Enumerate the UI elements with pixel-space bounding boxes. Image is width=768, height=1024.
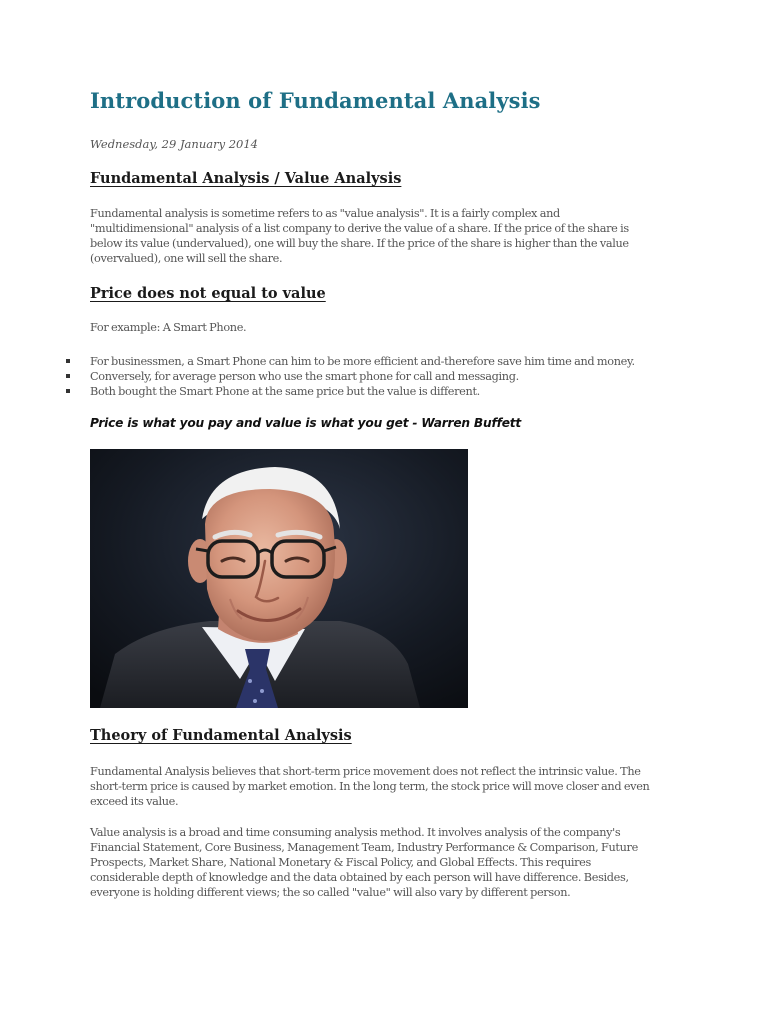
list-item	[90, 354, 635, 369]
bullet-icon	[66, 374, 70, 378]
paragraph-line: Financial Statement, Core Business, Management Team, Industry Performance & Comparison, Future	[90, 841, 638, 854]
paragraph-line: short-term price is caused by market emotion. In the long term, the stock price will move closer and even	[90, 780, 650, 793]
page-title: Introduction of Fundamental Analysis	[90, 88, 541, 113]
paragraph-line: everyone is holding different views; the so called "value" will also vary by different person.	[90, 886, 571, 899]
paragraph-line: below its value (undervalued), one will buy the share. If the price of the share is higher than the value	[90, 237, 629, 250]
list-item	[90, 384, 635, 399]
warren-buffett-photo	[90, 449, 468, 708]
paragraph-line: Fundamental analysis is sometime refers to as "value analysis". It is a fairly complex and	[90, 207, 560, 220]
post-date: Wednesday, 29 January 2014	[90, 137, 259, 151]
paragraph-line: Fundamental Analysis believes that short-term price movement does not reflect the intrinsic value. The	[90, 765, 641, 778]
section-heading-price-value: Price does not equal to value	[90, 285, 326, 302]
section-heading-value-analysis: Fundamental Analysis / Value Analysis	[90, 170, 402, 187]
section-heading-theory: Theory of Fundamental Analysis	[90, 727, 352, 744]
list-item-text: For businessmen, a Smart Phone can him to be more efficient and-therefore save him time and money.	[90, 355, 635, 368]
example-line: For example: A Smart Phone.	[90, 321, 247, 334]
paragraph-line: (overvalued), one will sell the share.	[90, 252, 283, 265]
paragraph-line: exceed its value.	[90, 795, 179, 808]
paragraph-line: considerable depth of knowledge and the data obtained by each person will have difference. Besides,	[90, 871, 629, 884]
list-item	[90, 369, 635, 384]
list-item-text: Both bought the Smart Phone at the same price but the value is different.	[90, 385, 480, 398]
paragraph-line: "multidimensional" analysis of a list company to derive the value of a share. If the price of the share is	[90, 222, 629, 235]
theory-paragraph-2	[90, 825, 638, 900]
buffett-quote: Price is what you pay and value is what you get - Warren Buffett	[90, 416, 522, 430]
value-analysis-paragraph	[90, 206, 629, 266]
example-text	[90, 320, 246, 335]
paragraph-line: Value analysis is a broad and time consuming analysis method. It involves analysis of the company's	[90, 826, 621, 839]
paragraph-line: Prospects, Market Share, National Monetary & Fiscal Policy, and Global Effects. This requires	[90, 856, 591, 869]
bullet-list	[90, 354, 635, 399]
portrait-illustration	[90, 449, 468, 708]
list-item-text: Conversely, for average person who use the smart phone for call and messaging.	[90, 370, 519, 383]
bullet-icon	[66, 359, 70, 363]
bullet-icon	[66, 389, 70, 393]
theory-paragraph-1	[90, 764, 649, 809]
